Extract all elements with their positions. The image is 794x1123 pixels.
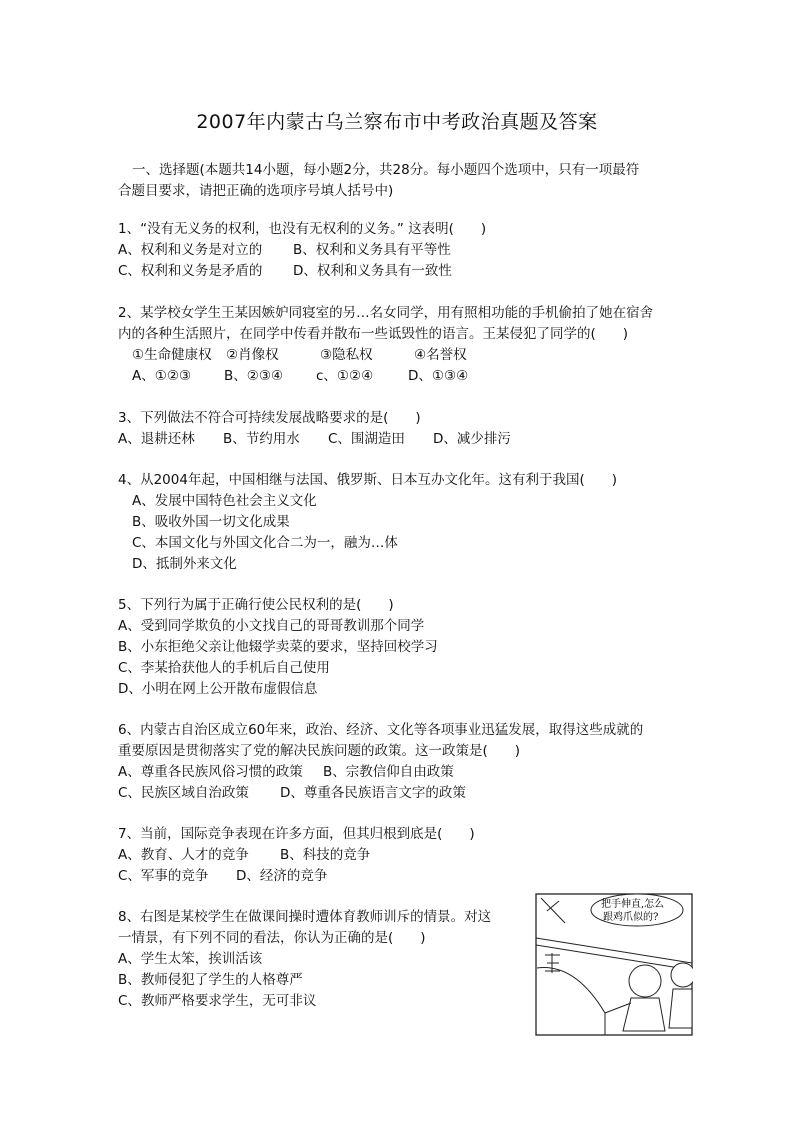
statement-item: ③隐私权: [320, 347, 373, 363]
option[interactable]: B、吸收外国一切文化成果: [132, 514, 290, 530]
option[interactable]: B、节约用水: [223, 431, 300, 447]
option-row: [118, 429, 683, 450]
option[interactable]: A、权利和义务是对立的: [118, 242, 263, 258]
option[interactable]: A、学生太笨，挨训活该: [118, 951, 263, 967]
question-stem: 6、内蒙古自治区成立60年来，政治、经济、文化等各项事业迅猛发展，取得这些成就的: [118, 722, 644, 738]
option-row: [118, 866, 683, 887]
option[interactable]: A、受到同学欺负的小文找自己的哥哥教训那个同学: [118, 618, 425, 634]
option[interactable]: C、本国文化与外国文化合二为一，融为…体: [132, 535, 398, 551]
question-stem: 4、从2004年起，中国相继与法国、俄罗斯、日本互办文化年。这有利于我国( ): [118, 472, 617, 488]
teacher-head: [629, 965, 661, 997]
cartoon-illustration: [535, 893, 693, 1036]
option-row: [118, 679, 683, 700]
option[interactable]: A、教育、人才的竞争: [118, 847, 249, 863]
intro-line: 合题目要求，请把正确的选项序号填人括号中): [118, 183, 394, 199]
option[interactable]: c、①②④: [316, 368, 374, 384]
section-intro: [118, 160, 683, 202]
intro-line: 一、选择题(本题共14小题，每小题2分，共28分。每小题四个选项中，只有一项最符: [132, 162, 640, 178]
question-4: [118, 470, 683, 575]
option[interactable]: A、发展中国特色社会主义文化: [132, 493, 317, 509]
option-row: [118, 845, 683, 866]
option[interactable]: B、小东拒绝父亲让他辍学卖菜的要求，坚持回校学习: [118, 639, 438, 655]
option-row: [118, 366, 683, 387]
option[interactable]: B、教师侵犯了学生的人格尊严: [118, 972, 303, 988]
question-7: [118, 824, 683, 887]
option-row: [118, 240, 683, 261]
speech-text: 把手伸直,怎么: [601, 899, 665, 910]
option[interactable]: A、①②③: [132, 368, 192, 384]
option-row: [118, 637, 683, 658]
question-3: [118, 408, 683, 450]
option-row: [118, 512, 683, 533]
question-stem: 5、下列行为属于正确行使公民权利的是( ): [118, 597, 394, 613]
statement-items: [118, 345, 683, 366]
page-title: 2007年内蒙古乌兰察布市中考政治真题及答案: [196, 111, 598, 133]
option[interactable]: C、民族区域自治政策: [118, 785, 249, 801]
option[interactable]: D、小明在网上公开散布虚假信息: [118, 681, 318, 697]
student-head: [671, 963, 693, 987]
question-stem: 重要原因是贯彻落实了党的解决民族问题的政策。这一政策是( ): [118, 743, 521, 759]
option-row: [118, 616, 683, 637]
statement-item: ④名誉权: [414, 347, 467, 363]
option[interactable]: C、围湖造田: [328, 431, 405, 447]
question-5: [118, 595, 683, 700]
speech-text: 跟鸡爪似的?: [603, 912, 659, 923]
option[interactable]: D、权利和义务具有一致性: [293, 263, 452, 279]
option[interactable]: C、李某拾获他人的手机后自己使用: [118, 660, 330, 676]
question-stem: 1、“没有无义务的权利，也没有无权利的义务。” 这表明( ): [118, 221, 487, 237]
statement-item: ①生命健康权: [132, 347, 212, 363]
question-stem: 3、下列做法不符合可持续发展战略要求的是( ): [118, 410, 421, 426]
option[interactable]: B、宗教信仰自由政策: [323, 764, 454, 780]
option[interactable]: D、尊重各民族语言文字的政策: [280, 785, 466, 801]
option[interactable]: D、经济的竞争: [236, 868, 328, 884]
option[interactable]: B、科技的竞争: [280, 847, 371, 863]
question-6: [118, 720, 683, 804]
option-row: [118, 762, 683, 783]
option[interactable]: D、减少排污: [433, 431, 511, 447]
option-row: [118, 533, 683, 554]
statement-item: ②肖像权: [226, 347, 279, 363]
option-row: [118, 491, 683, 512]
question-2: [118, 303, 683, 387]
option[interactable]: C、军事的竞争: [118, 868, 209, 884]
option[interactable]: C、权利和义务是矛盾的: [118, 263, 263, 279]
option[interactable]: A、尊重各民族风俗习惯的政策: [118, 764, 303, 780]
option-row: [118, 261, 683, 282]
option[interactable]: D、①③④: [408, 368, 469, 384]
question-stem: 7、当前，国际竞争表现在许多方面，但其归根到底是( ): [118, 826, 475, 842]
question-stem: 一情景，有下列不同的看法，你认为正确的是( ): [118, 930, 426, 946]
question-stem: 8、右图是某校学生在做课间操时遭体育教师训斥的情景。对这: [118, 909, 492, 925]
option-row: [118, 783, 683, 804]
option[interactable]: D、抵制外来文化: [132, 556, 237, 572]
option[interactable]: B、②③④: [224, 368, 284, 384]
option[interactable]: A、退耕还林: [118, 431, 195, 447]
option-row: [118, 658, 683, 679]
question-stem: 2、某学校女学生王某因嫉妒同寝室的另…名女同学，用有照相功能的手机偷拍了她在宿舍: [118, 305, 654, 321]
question-stem: 内的各种生活照片，在同学中传看并散布一些诋毁性的语言。王某侵犯了同学的( ): [118, 326, 629, 342]
option[interactable]: B、权利和义务具有平等性: [293, 242, 451, 258]
option-row: [118, 554, 683, 575]
option[interactable]: C、教师严格要求学生，无可非议: [118, 993, 317, 1009]
question-1: [118, 219, 683, 282]
